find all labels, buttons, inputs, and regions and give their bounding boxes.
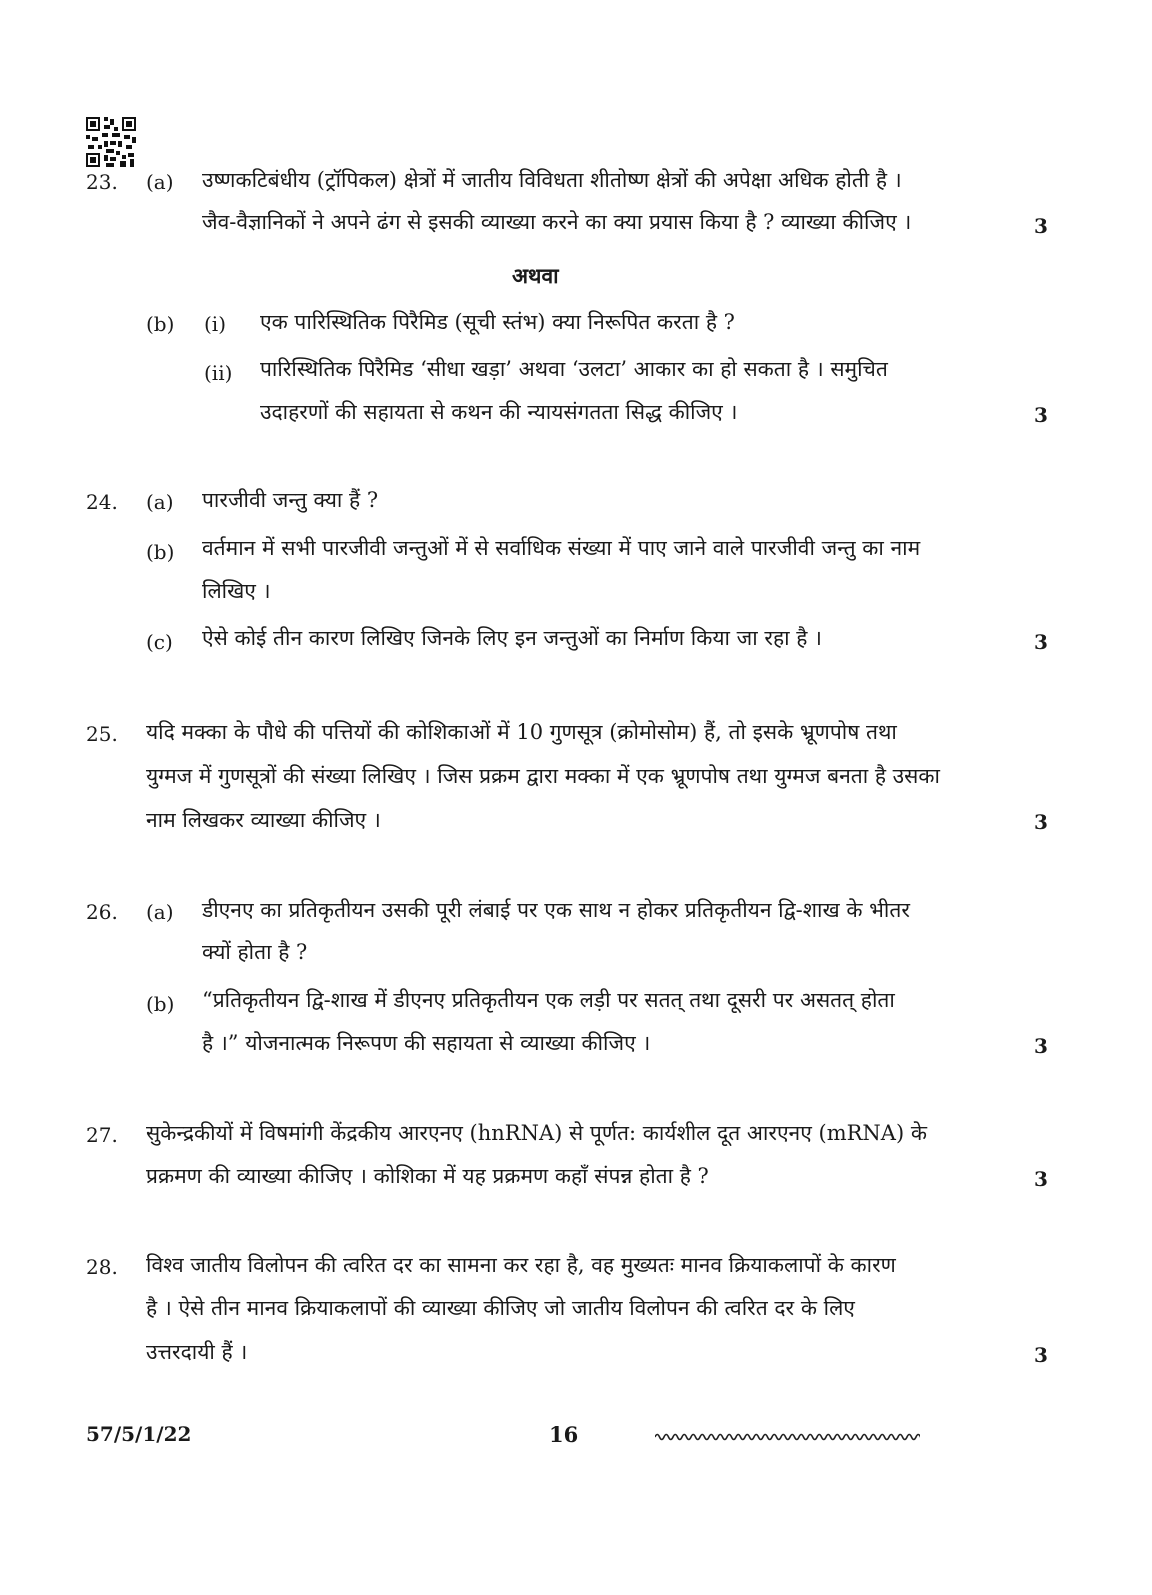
q24-a-text: पारजीवी जन्तु क्या हैं ? bbox=[202, 488, 379, 512]
q26-b-line2: है ।” योजनात्मक निरूपण की सहायता से व्याख्या कीजिए । bbox=[202, 1031, 651, 1055]
subpart-ii-label: (ii) bbox=[204, 361, 233, 385]
marks: 3 bbox=[1034, 810, 1048, 834]
q26-a-line1: डीएनए का प्रतिकृतीयन उसकी पूरी लंबाई पर एक साथ न होकर प्रतिकृतीयन द्वि-शाख के भीतर bbox=[202, 898, 910, 922]
question-number: 26. bbox=[86, 900, 118, 924]
part-b-label: (b) bbox=[146, 312, 175, 336]
part-b-label: (b) bbox=[146, 540, 175, 564]
subpart-i-label: (i) bbox=[204, 312, 227, 336]
q23-a-line1: उष्णकटिबंधीय (ट्रॉपिकल) क्षेत्रों में जातीय विविधता शीतोष्ण क्षेत्रों की अपेक्षा अधिक होती है । bbox=[202, 168, 902, 192]
q25-line2: युग्मज में गुणसूत्रों की संख्या लिखिए । जिस प्रक्रम द्वारा मक्का में एक भ्रूणपोष तथा युग्मज बनता है उसका bbox=[146, 764, 940, 788]
marks: 3 bbox=[1034, 1034, 1048, 1058]
question-number: 23. bbox=[86, 170, 118, 194]
question-number: 24. bbox=[86, 490, 118, 514]
q24-b-line2: लिखिए । bbox=[202, 579, 271, 603]
q23-b-i-text: एक पारिस्थितिक पिरैमिड (सूची स्तंभ) क्या निरूपित करता है ? bbox=[260, 310, 735, 334]
question-number: 25. bbox=[86, 722, 118, 746]
marks: 3 bbox=[1034, 630, 1048, 654]
qr-code-icon bbox=[86, 117, 136, 167]
marks: 3 bbox=[1034, 1343, 1048, 1367]
question-number: 27. bbox=[86, 1123, 118, 1147]
page-number: 16 bbox=[549, 1422, 579, 1447]
q26-a-line2: क्यों होता है ? bbox=[202, 940, 308, 964]
part-a-label: (a) bbox=[146, 170, 174, 194]
q28-line1: विश्व जातीय विलोपन की त्वरित दर का सामना कर रहा है, वह मुख्यतः मानव क्रियाकलापों के कारण bbox=[146, 1253, 896, 1277]
paper-code: 57/5/1/22 bbox=[86, 1422, 192, 1446]
or-separator: अथवा bbox=[512, 263, 559, 288]
part-a-label: (a) bbox=[146, 900, 174, 924]
part-a-label: (a) bbox=[146, 490, 174, 514]
q23-b-ii-line1: पारिस्थितिक पिरैमिड ‘सीधा खड़ा’ अथवा ‘उलटा’ आकार का हो सकता है । समुचित bbox=[260, 357, 888, 381]
marks: 3 bbox=[1034, 214, 1048, 238]
part-c-label: (c) bbox=[146, 630, 173, 654]
q27-line2: प्रक्रमण की व्याख्या कीजिए । कोशिका में यह प्रक्रमण कहाँ संपन्न होता है ? bbox=[146, 1164, 709, 1188]
q23-a-line2: जैव-वैज्ञानिकों ने अपने ढंग से इसकी व्याख्या करने का क्या प्रयास किया है ? व्याख्या कीजिए । bbox=[202, 210, 912, 234]
marks: 3 bbox=[1034, 1167, 1048, 1191]
q27-line1: सुकेन्द्रकीयों में विषमांगी केंद्रकीय आरएनए (hnRNA) से पूर्णत: कार्यशील दूत आरएनए (mRNA) के bbox=[146, 1121, 927, 1145]
part-b-label: (b) bbox=[146, 992, 175, 1016]
q28-line2: है । ऐसे तीन मानव क्रियाकलापों की व्याख्या कीजिए जो जातीय विलोपन की त्वरित दर के लिए bbox=[146, 1296, 855, 1320]
q24-b-line1: वर्तमान में सभी पारजीवी जन्तुओं में से सर्वाधिक संख्या में पाए जाने वाले पारजीवी जन्तु का नाम bbox=[202, 536, 921, 560]
q26-b-line1: “प्रतिकृतीयन द्वि-शाख में डीएनए प्रतिकृतीयन एक लड़ी पर सतत् तथा दूसरी पर असतत् होता bbox=[202, 988, 895, 1012]
q25-line1: यदि मक्का के पौधे की पत्तियों की कोशिकाओं में 10 गुणसूत्र (क्रोमोसोम) हैं, तो इसके भ्रूणपोष तथा bbox=[146, 720, 897, 744]
q28-line3: उत्तरदायी हैं । bbox=[146, 1340, 248, 1364]
marks: 3 bbox=[1034, 403, 1048, 427]
wavy-line-decoration bbox=[655, 1430, 920, 1444]
q25-line3: नाम लिखकर व्याख्या कीजिए । bbox=[146, 808, 381, 832]
q23-b-ii-line2: उदाहरणों की सहायता से कथन की न्यायसंगतता सिद्ध कीजिए । bbox=[260, 400, 738, 424]
question-number: 28. bbox=[86, 1255, 118, 1279]
q24-c-text: ऐसे कोई तीन कारण लिखिए जिनके लिए इन जन्तुओं का निर्माण किया जा रहा है । bbox=[202, 626, 823, 650]
